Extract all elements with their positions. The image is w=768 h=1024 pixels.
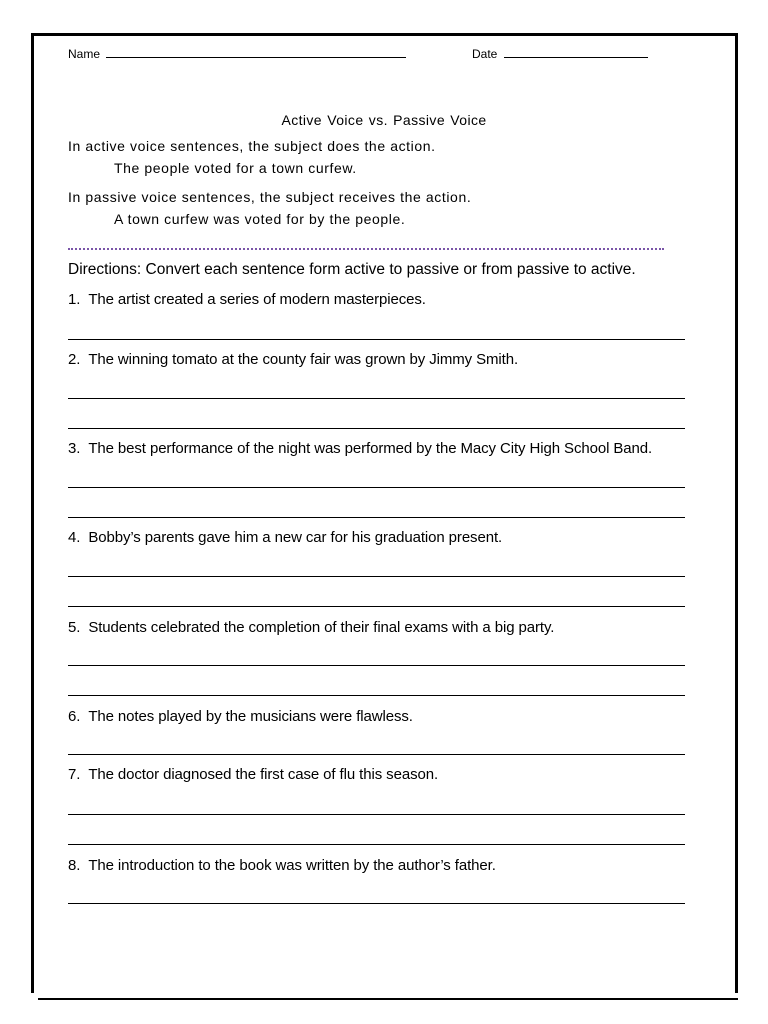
answer-line[interactable] (68, 903, 685, 904)
answer-line[interactable] (68, 428, 685, 429)
name-blank[interactable] (106, 46, 406, 58)
question-5 (68, 619, 554, 636)
answer-line[interactable] (68, 814, 685, 815)
worksheet-title: Active Voice vs. Passive Voice (281, 112, 487, 128)
question-number: 4. (68, 529, 81, 546)
answer-line[interactable] (68, 517, 685, 518)
answer-line[interactable] (68, 695, 685, 696)
answer-line[interactable] (68, 339, 685, 340)
question-number: 8. (68, 857, 81, 874)
question-7 (68, 766, 438, 783)
question-number: 2. (68, 351, 81, 368)
question-2 (68, 351, 518, 368)
answer-line[interactable] (68, 844, 685, 845)
answer-line[interactable] (68, 487, 685, 488)
question-text: The winning tomato at the county fair was grown by Jimmy Smith. (88, 351, 519, 368)
question-number: 1. (68, 291, 81, 308)
question-text: The best performance of the night was performed by the Macy City High School Band. (88, 440, 653, 457)
question-3 (68, 440, 652, 457)
answer-line[interactable] (68, 665, 685, 666)
question-text: The doctor diagnosed the first case of flu this season. (88, 766, 439, 783)
answer-line[interactable] (68, 754, 685, 755)
question-number: 7. (68, 766, 81, 783)
question-text: The introduction to the book was written by the author’s father. (88, 857, 496, 874)
answer-line[interactable] (68, 576, 685, 577)
page-border-right (735, 33, 738, 993)
directions-text: Directions: Convert each sentence form active to passive or from passive to active. (68, 261, 636, 278)
question-number: 6. (68, 708, 81, 725)
passive-voice-rule: In passive voice sentences, the subject receives the action. (68, 189, 472, 205)
answer-line[interactable] (68, 606, 685, 607)
page-border-top (32, 33, 738, 36)
question-number: 5. (68, 619, 81, 636)
question-4 (68, 529, 502, 546)
question-text: The notes played by the musicians were flawless. (88, 708, 413, 725)
question-1 (68, 291, 426, 308)
question-text: Bobby’s parents gave him a new car for his graduation present. (88, 529, 503, 546)
question-6 (68, 708, 413, 725)
question-8 (68, 857, 496, 874)
question-number: 3. (68, 440, 81, 457)
date-blank[interactable] (504, 46, 648, 58)
passive-voice-example: A town curfew was voted for by the people. (114, 211, 406, 227)
date-field[interactable] (472, 46, 648, 61)
page-border-left (31, 33, 34, 993)
date-label: Date (472, 47, 498, 61)
active-voice-example: The people voted for a town curfew. (114, 160, 357, 176)
page-border-bottom (38, 998, 738, 1000)
answer-line[interactable] (68, 398, 685, 399)
name-field[interactable] (68, 46, 406, 61)
question-text: Students celebrated the completion of their final exams with a big party. (88, 619, 555, 636)
question-text: The artist created a series of modern masterpieces. (88, 291, 426, 308)
section-divider (68, 248, 664, 250)
name-label: Name (68, 47, 101, 61)
active-voice-rule: In active voice sentences, the subject does the action. (68, 138, 436, 154)
